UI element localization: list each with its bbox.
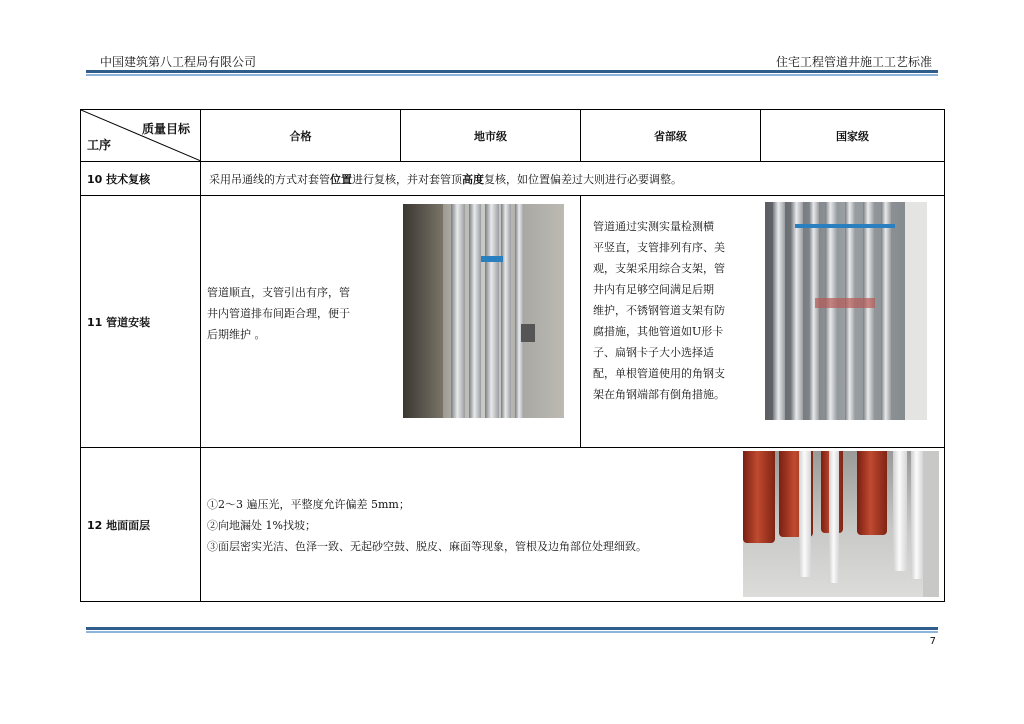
quality-table	[80, 109, 945, 602]
pipe-installation-photo	[403, 204, 564, 418]
col-header-pass: 合格	[201, 110, 401, 162]
process-name: 12 地面面层	[81, 448, 201, 602]
province-standard-cell	[581, 196, 945, 448]
header-rule	[86, 70, 938, 76]
pass-standard-cell	[201, 196, 581, 448]
floor-layer-text: ①2～3 遍压光，平整度允许偏差 5mm； ②向地漏处 1%找坡； ③面层密实光洁、色泽一致、无起砂空鼓、脱皮、麻面等现象，管根及边角部位处理细致。	[207, 498, 647, 553]
diagonal-header-cell	[81, 110, 201, 162]
quality-target-label: 质量目标	[141, 122, 190, 136]
table-header-row	[81, 110, 945, 162]
table-row	[81, 448, 945, 602]
footer-rule	[86, 627, 938, 633]
document-title: 住宅工程管道井施工工艺标准	[775, 55, 932, 69]
col-header-province: 省部级	[581, 110, 761, 162]
pipe-support-photo	[765, 202, 927, 420]
company-name: 中国建筑第八工程局有限公司	[100, 55, 257, 69]
table-row	[81, 162, 945, 196]
floor-layer-cell	[201, 448, 945, 602]
col-header-national: 国家级	[761, 110, 945, 162]
table-row	[81, 196, 945, 448]
process-name: 10 技术复核	[81, 162, 201, 196]
page-number: 7	[929, 636, 936, 647]
col-header-city: 地市级	[401, 110, 581, 162]
pass-standard-text: 管道顺直，支管引出有序，管 井内管道排布间距合理，便于 后期维护 。	[207, 286, 350, 341]
process-name: 11 管道安装	[81, 196, 201, 448]
floor-photo	[743, 451, 939, 597]
process-label: 工序	[87, 138, 112, 152]
row-description: 采用吊通线的方式对套管位置进行复核，并对套管顶高度复核，如位置偏差过大则进行必要调整。	[201, 162, 945, 196]
province-standard-text: 管道通过实测实量检测横 平竖直，支管排列有序、美 观，支架采用综合支架，管 井内有足够空间满足后期 维护，不锈钢管道支架有防 腐措施，其他管道如U形卡 子、扁钢卡子大小选择适 配，单根管道使用的角钢支 架在角钢端部有倒角措施。	[593, 220, 725, 401]
